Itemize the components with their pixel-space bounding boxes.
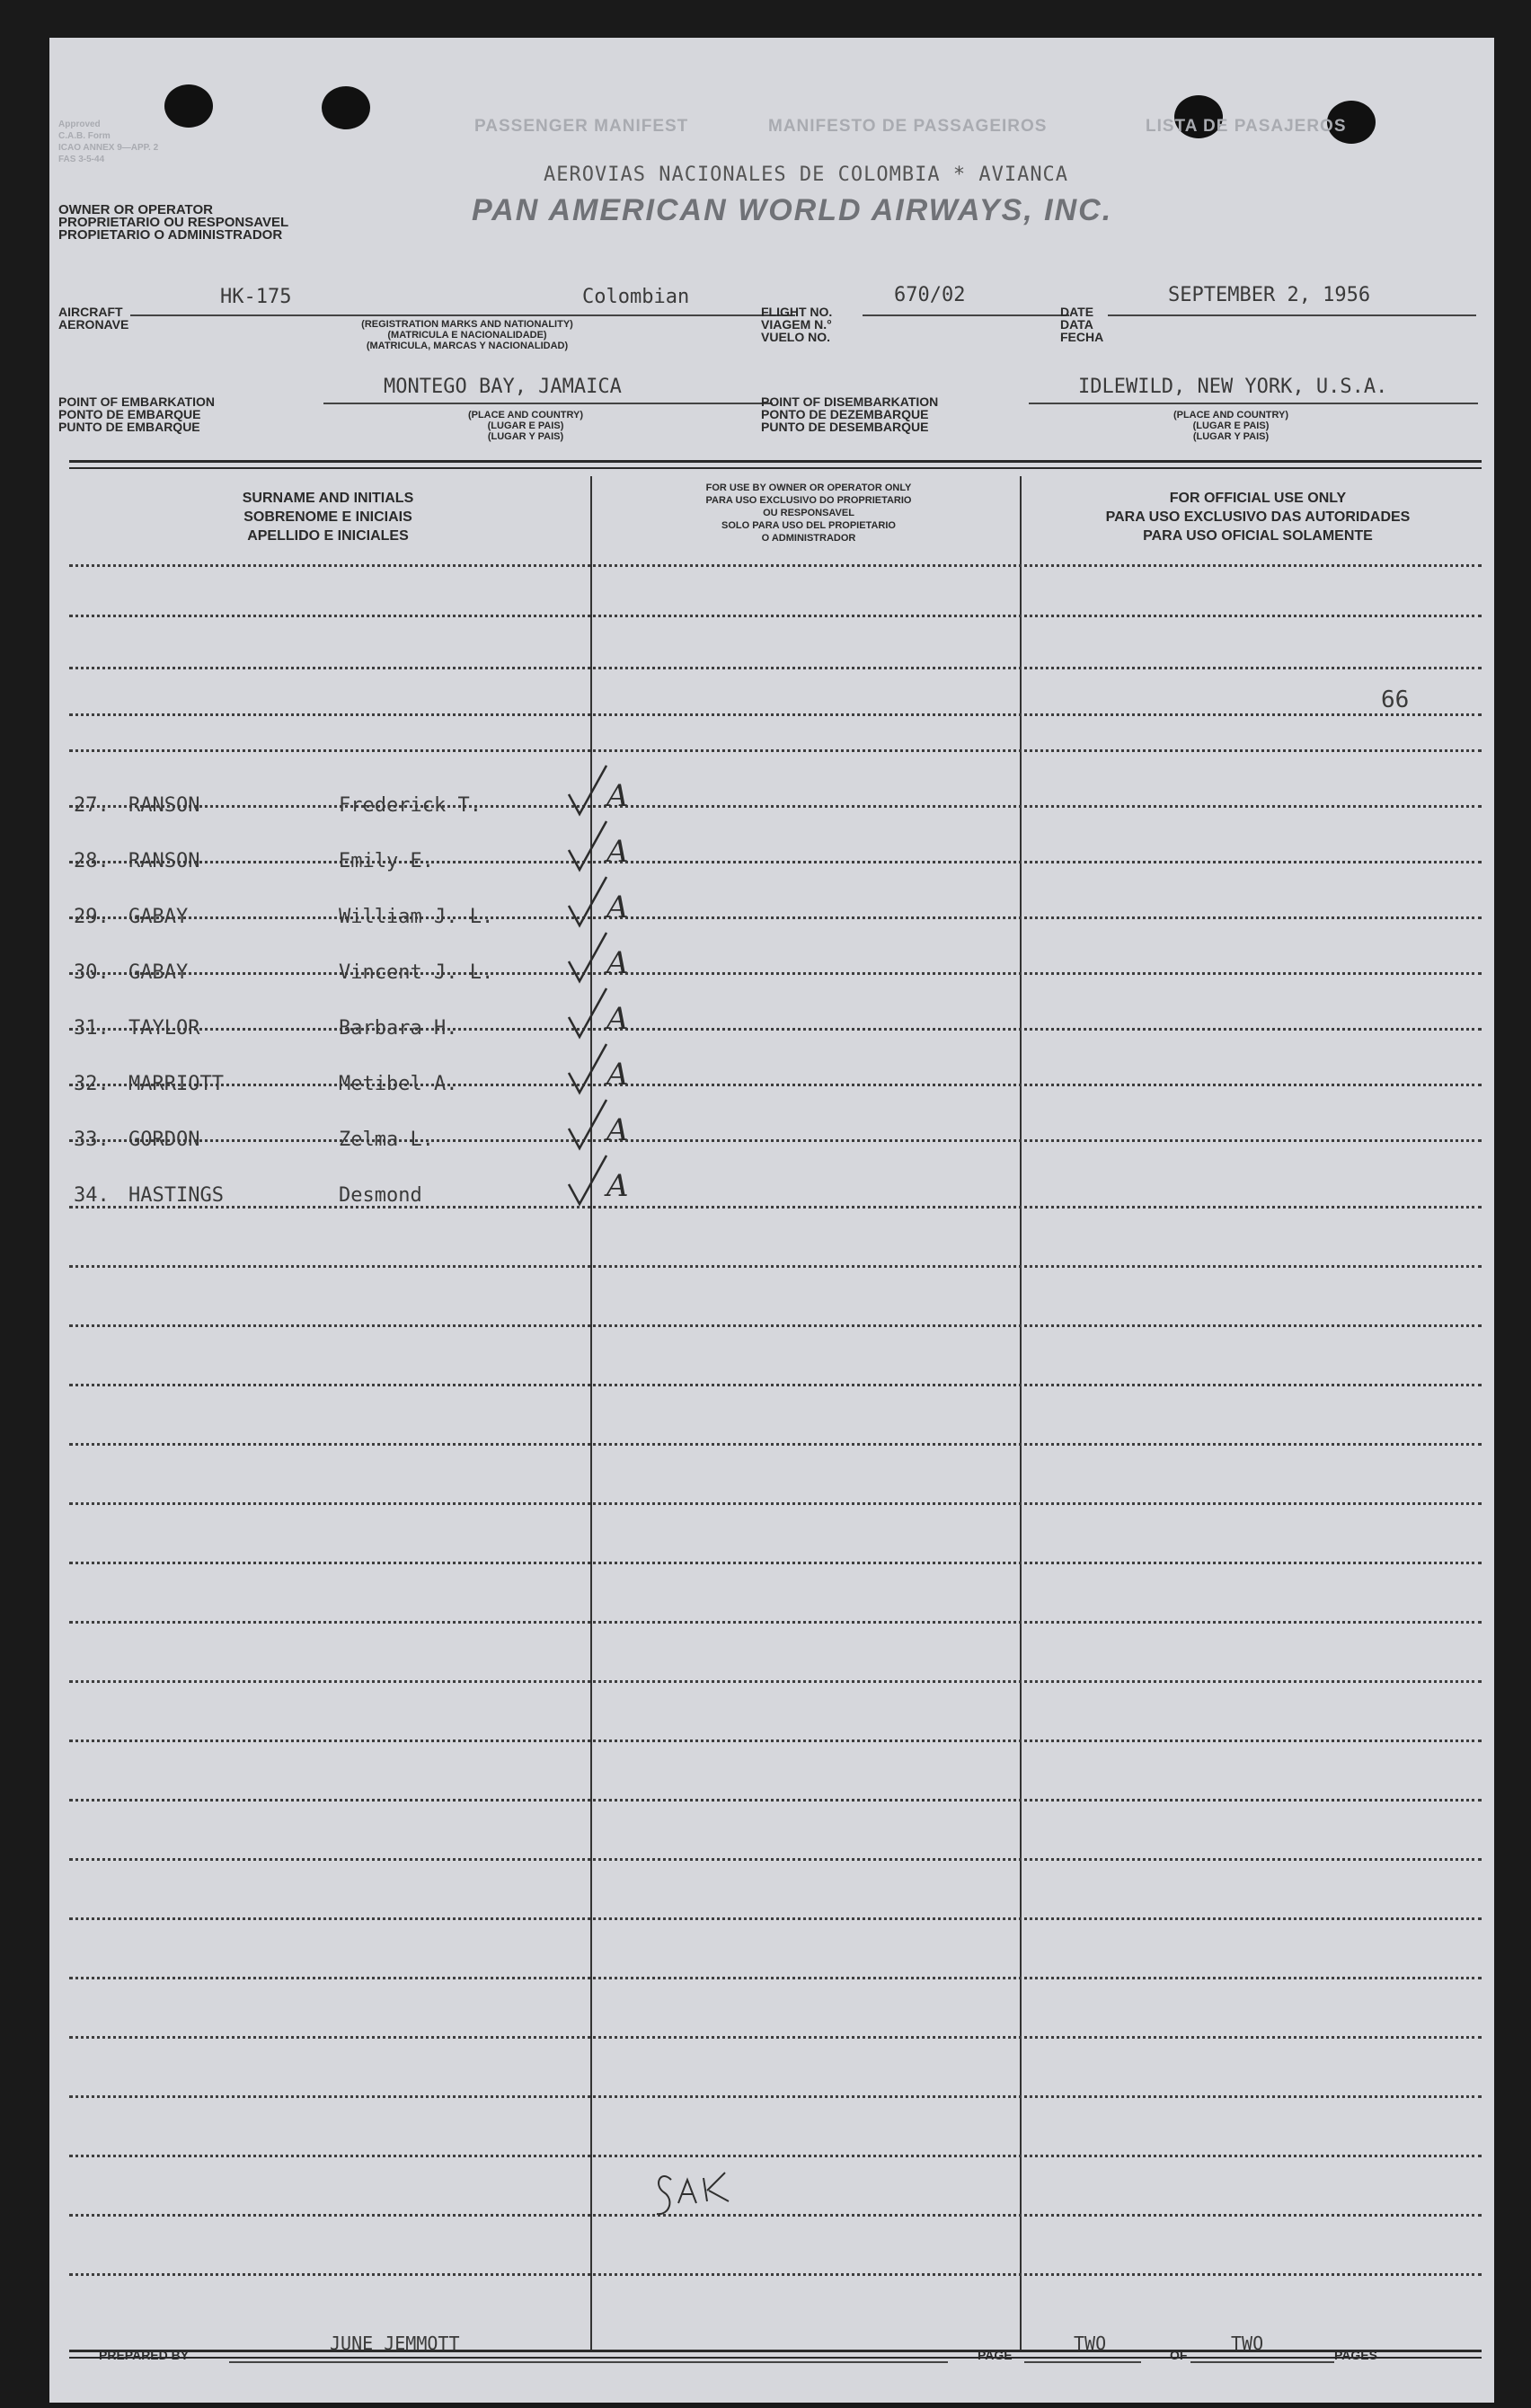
row-rule xyxy=(69,1680,1482,1683)
flight-date: SEPTEMBER 2, 1956 xyxy=(1168,284,1371,306)
title-passenger-manifest: PASSENGER MANIFEST xyxy=(474,117,689,136)
check-icon xyxy=(565,987,610,1040)
passenger-surname: RANSON xyxy=(128,850,200,872)
passenger-given-names: Emily E. xyxy=(339,850,434,872)
page-number: TWO xyxy=(1074,2333,1107,2354)
total-pages: TWO xyxy=(1231,2333,1264,2354)
row-rule xyxy=(69,2036,1482,2039)
row-rule xyxy=(69,1562,1482,1564)
owner-mark: A xyxy=(606,834,629,870)
row-rule xyxy=(69,713,1482,716)
passenger-number: 29. xyxy=(74,906,110,928)
disembark-label: POINT OF DISEMBARKATION PONTO DE DEZEMBARQUE PUNTO DE DESEMBARQUE xyxy=(761,394,939,434)
passenger-given-names: Desmond xyxy=(339,1184,422,1207)
aircraft-caption: (REGISTRATION MARKS AND NATIONALITY) (MATRICULA E NACIONALIDADE) (MATRICULA, MARCAS Y NACIONALIDAD) xyxy=(361,319,573,351)
airline-line-2: PAN AMERICAN WORLD AIRWAYS, INC. xyxy=(472,193,1113,227)
row-rule xyxy=(69,749,1482,752)
owner-mark: A xyxy=(606,1112,629,1148)
disembark-place: IDLEWILD, NEW YORK, U.S.A. xyxy=(1078,376,1388,398)
row-rule xyxy=(69,667,1482,669)
row-rule xyxy=(69,1740,1482,1742)
row-rule xyxy=(69,2095,1482,2098)
embark-label: POINT OF EMBARKATION PONTO DE EMBARQUE PUNTO DE EMBARQUE xyxy=(58,394,215,434)
pages-label: PAGES xyxy=(1334,2348,1377,2362)
passenger-surname: GORDON xyxy=(128,1129,200,1151)
passenger-surname: RANSON xyxy=(128,794,200,817)
passenger-number: 34. xyxy=(74,1184,110,1207)
prepared-by-label: PREPARED BY xyxy=(99,2348,190,2362)
passenger-row xyxy=(49,868,1487,928)
row-rule xyxy=(69,1443,1482,1446)
title-lista: LISTA DE PASAJEROS xyxy=(1146,117,1347,136)
row-rule xyxy=(69,2273,1482,2276)
date-label: DATE DATA FECHA xyxy=(1060,305,1104,344)
column-header-owner-use: FOR USE BY OWNER OR OPERATOR ONLY PARA USO EXCLUSIVO DO PROPRIETARIO OU RESPONSAVEL SOLO PARA USO DEL PROPIETARIO O ADMINISTRADOR xyxy=(705,482,912,544)
embark-caption: (PLACE AND COUNTRY) (LUGAR E PAIS) (LUGAR Y PAIS) xyxy=(467,410,584,442)
column-header-official: FOR OFFICIAL USE ONLY PARA USO EXCLUSIVO DAS AUTORIDADES PARA USO OFICIAL SOLAMENTE xyxy=(1105,491,1411,544)
check-icon xyxy=(565,931,610,985)
aircraft-label: AIRCRAFT AERONAVE xyxy=(58,305,129,332)
of-label: OF xyxy=(1170,2348,1188,2362)
passenger-row xyxy=(49,812,1487,872)
aircraft-nationality: Colombian xyxy=(582,286,690,308)
owner-mark: A xyxy=(606,1001,629,1037)
row-rule xyxy=(69,564,1482,567)
airline-line-1: AEROVIAS NACIONALES DE COLOMBIA * AVIANCA xyxy=(544,164,1069,186)
passenger-surname: HASTINGS xyxy=(128,1184,224,1207)
passenger-given-names: William J. L. xyxy=(339,906,494,928)
passenger-given-names: Vincent J. L. xyxy=(339,961,494,984)
check-icon xyxy=(565,764,610,818)
check-icon xyxy=(565,819,610,873)
check-icon xyxy=(565,1042,610,1096)
owner-mark: A xyxy=(606,778,629,814)
passenger-row xyxy=(49,1146,1487,1207)
owner-mark: A xyxy=(606,1168,629,1204)
passenger-number: 33. xyxy=(74,1129,110,1151)
passenger-row xyxy=(49,924,1487,984)
row-rule xyxy=(69,1206,1482,1208)
check-icon xyxy=(565,1098,610,1152)
passenger-surname: MARRIOTT xyxy=(128,1073,224,1095)
passenger-number: 30. xyxy=(74,961,110,984)
official-note: 66 xyxy=(1381,686,1410,713)
prepared-by-name: JUNE JEMMOTT xyxy=(330,2333,460,2354)
row-rule xyxy=(69,1917,1482,1920)
approval-block: Approved C.A.B. Form ICAO ANNEX 9—APP. 2 FAS 3-5-44 xyxy=(58,120,159,164)
passenger-number: 28. xyxy=(74,850,110,872)
row-rule xyxy=(69,1324,1482,1327)
embark-place: MONTEGO BAY, JAMAICA xyxy=(384,376,622,398)
owner-mark: A xyxy=(606,890,629,925)
check-icon xyxy=(565,875,610,929)
row-rule xyxy=(69,1265,1482,1268)
row-rule xyxy=(69,1799,1482,1802)
page-label: PAGE xyxy=(978,2348,1013,2362)
passenger-given-names: Frederick T. xyxy=(339,794,482,817)
punch-hole xyxy=(322,86,370,129)
passenger-given-names: Barbara H. xyxy=(339,1017,458,1040)
owner-mark: A xyxy=(606,945,629,981)
row-rule xyxy=(69,2155,1482,2157)
owner-label: OWNER OR OPERATOR PROPRIETARIO OU RESPONSAVEL PROPIETARIO O ADMINISTRADOR xyxy=(58,202,289,243)
passenger-row xyxy=(49,757,1487,817)
passenger-surname: GABAY xyxy=(128,961,189,984)
flight-number: 670/02 xyxy=(894,284,966,306)
disembark-caption: (PLACE AND COUNTRY) (LUGAR E PAIS) (LUGAR Y PAIS) xyxy=(1173,410,1289,442)
owner-mark: A xyxy=(606,1057,629,1093)
passenger-number: 31. xyxy=(74,1017,110,1040)
row-rule xyxy=(69,1384,1482,1386)
handwritten-initials xyxy=(651,2160,759,2232)
passenger-number: 32. xyxy=(74,1073,110,1095)
row-rule xyxy=(69,615,1482,617)
row-rule xyxy=(69,1621,1482,1624)
column-header-surname: SURNAME AND INITIALS SOBRENOME E INICIAIS APELLIDO E INICIALES xyxy=(242,491,414,544)
passenger-surname: GABAY xyxy=(128,906,189,928)
row-rule xyxy=(69,1977,1482,1979)
passenger-surname: TAYLOR xyxy=(128,1017,200,1040)
title-manifesto: MANIFESTO DE PASSAGEIROS xyxy=(768,117,1048,136)
passenger-row xyxy=(49,1035,1487,1095)
check-icon xyxy=(565,1154,610,1208)
passenger-row xyxy=(49,1091,1487,1151)
passenger-given-names: Zelma L. xyxy=(339,1129,434,1151)
aircraft-registration: HK-175 xyxy=(220,286,292,308)
row-rule xyxy=(69,1502,1482,1505)
passenger-row xyxy=(49,979,1487,1040)
row-rule xyxy=(69,1858,1482,1861)
manifest-sheet xyxy=(49,38,1494,2403)
row-rule xyxy=(69,2214,1482,2217)
passenger-given-names: Metibel A. xyxy=(339,1073,458,1095)
passenger-number: 27. xyxy=(74,794,110,817)
flight-label: FLIGHT NO. VIAGEM N.° VUELO NO. xyxy=(761,305,833,344)
